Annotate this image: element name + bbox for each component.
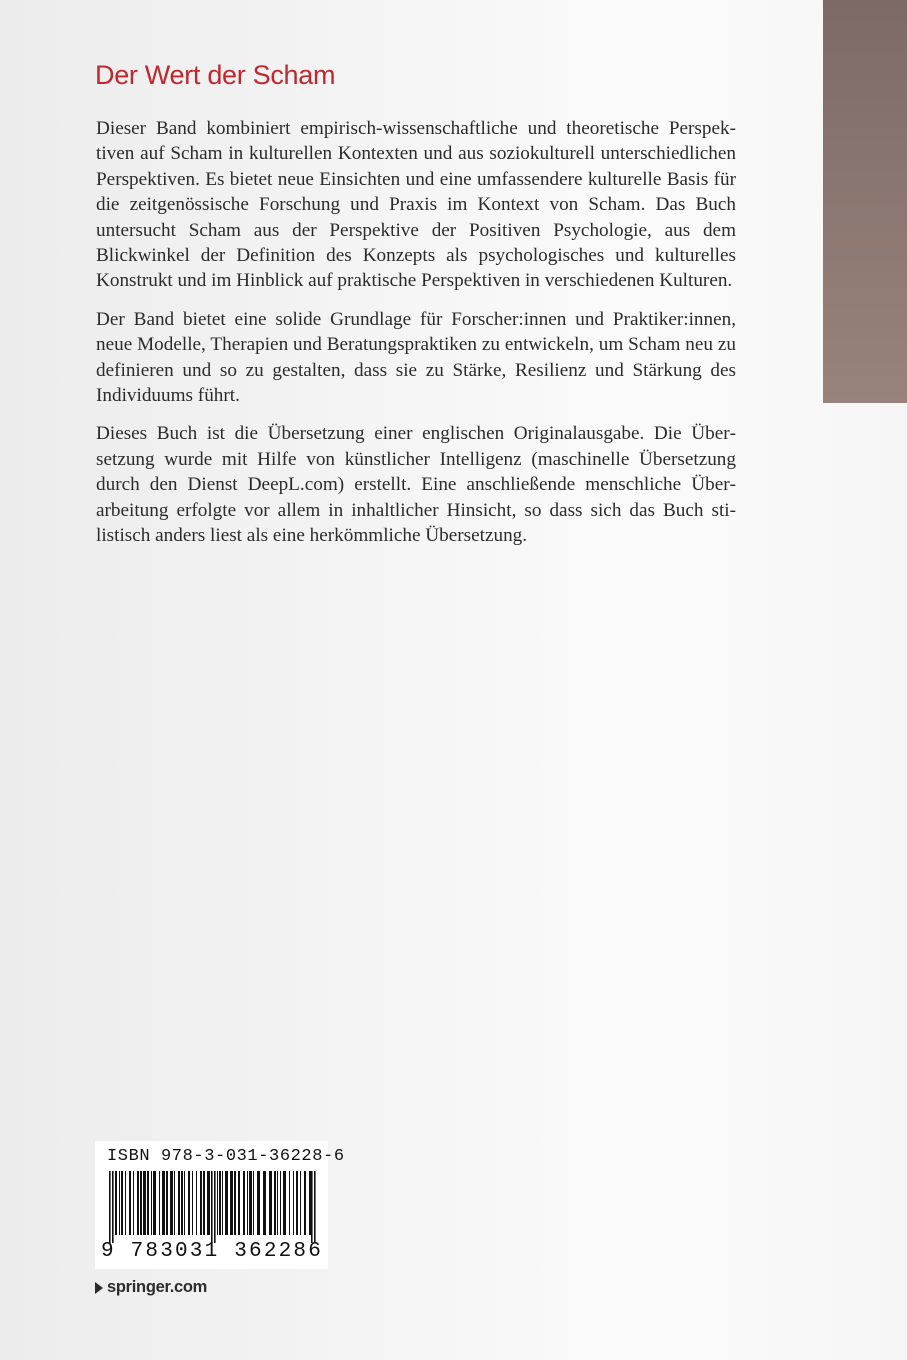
barcode-bar <box>192 1171 193 1235</box>
barcode-bar <box>222 1171 223 1235</box>
barcode-bar <box>119 1171 120 1235</box>
barcode-bar <box>243 1171 245 1235</box>
barcode-bar <box>247 1171 248 1235</box>
barcode-bar <box>257 1171 260 1235</box>
isbn-barcode-box <box>95 1141 345 1269</box>
barcode-bar <box>296 1171 298 1235</box>
barcode-bar <box>225 1171 228 1235</box>
barcode-bar <box>170 1171 173 1235</box>
barcode-bar <box>147 1171 149 1235</box>
book-title: Der Wert der Scham <box>95 60 336 90</box>
blurb <box>96 116 736 562</box>
barcode-bar <box>166 1171 168 1235</box>
barcode-bar <box>153 1171 156 1235</box>
play-arrow-icon <box>95 1282 103 1294</box>
barcode-guard-bar <box>214 1171 216 1243</box>
barcode-guard-bar <box>109 1171 111 1243</box>
barcode-bar <box>219 1171 221 1235</box>
barcode-bar <box>129 1171 131 1235</box>
blurb-paragraph-2: Der Band bietet eine solide Grundlage für Forscher:innen und Praktiker:innen, neue Modelle, Therapien und Beratungspraktiken zu entwickeln, um Scham neu zu definieren und so zu gestalten, dass sie zu Stärke, Resilienz und Stärkung des Individuums führt. <box>96 308 736 407</box>
barcode-bar <box>277 1171 278 1235</box>
barcode-bar <box>238 1171 240 1235</box>
barcode-bar <box>174 1171 175 1235</box>
barcode-guard-bar <box>211 1171 213 1243</box>
barcode-bar <box>143 1171 146 1235</box>
barcode-bar <box>115 1171 117 1235</box>
barcode-bar <box>300 1171 301 1235</box>
barcode-guard-bar <box>112 1171 114 1243</box>
barcode-bar <box>151 1171 152 1235</box>
barcode-bar <box>230 1171 233 1235</box>
barcode-bar <box>121 1171 123 1235</box>
barcode-bar <box>289 1171 290 1235</box>
barcode-bar <box>162 1171 165 1235</box>
barcode-bar <box>253 1171 254 1235</box>
barcode-bar <box>234 1171 236 1235</box>
barcode-bar <box>249 1171 252 1235</box>
barcode-bar <box>181 1171 183 1235</box>
barcode-bar <box>200 1171 202 1235</box>
barcode-bar <box>280 1171 281 1235</box>
barcode-bar <box>159 1171 160 1235</box>
barcode-graphic <box>109 1171 317 1243</box>
spine-color-bar <box>823 0 907 403</box>
barcode-bar <box>207 1171 210 1235</box>
barcode-bar <box>304 1171 306 1235</box>
barcode-bar <box>184 1171 185 1235</box>
barcode-bar <box>274 1171 276 1235</box>
blurb-paragraph-3: Dieses Buch ist die Übersetzung einer englischen Originalausgabe. Die Übersetzung wurde mit Hilfe von künstlicher Intelligenz (maschinelle Übersetzung durch den Dienst DeepL.com) erstellt. Eine anschließende menschliche Überarbeitung erfolgte vor allem in inhaltlicher Hinsicht, so dass sich das Buch stilistisch anders liest als eine herkömmliche Übersetzung. <box>96 423 736 547</box>
barcode-bar <box>217 1171 218 1235</box>
barcode-bar <box>196 1171 197 1235</box>
barcode-bar <box>188 1171 190 1235</box>
barcode-guard-bar <box>311 1171 313 1243</box>
blurb-paragraph-1: Dieser Band kombiniert empirisch-wissenschaftliche und theoretische Perspektiven auf Scham in kulturellen Kontexten und aus soziokulturell unterschiedlichen Perspektiven. Es bietet neue Einsichten und eine umfassendere kulturelle Basis für die zeitgenössische Forschung und Praxis im Kontext von Scham. Das Buch untersucht Scham aus der Perspektive der Positiven Psychologie, aus dem Blickwinkel der Definition des Konzepts als psychologisches und kulturelles Konstrukt und im Hinblick auf praktische Perspektiven in verschiedenen Kulturen. <box>96 118 736 292</box>
barcode-bar <box>125 1171 126 1235</box>
barcode-bar <box>140 1171 142 1235</box>
barcode-bar <box>293 1171 294 1235</box>
barcode-bar <box>283 1171 286 1235</box>
barcode-bar <box>178 1171 180 1235</box>
publisher-url: springer.com <box>107 1278 208 1296</box>
barcode-bar <box>269 1171 272 1235</box>
barcode-digits: 9 783031 362286 <box>101 1240 324 1263</box>
barcode-bar <box>137 1171 139 1235</box>
barcode-guard-bar <box>314 1171 316 1243</box>
barcode-bar <box>263 1171 266 1235</box>
barcode-bar <box>309 1171 311 1235</box>
barcode-bar <box>203 1171 205 1235</box>
barcode-bar <box>133 1171 134 1235</box>
isbn-label: ISBN 978-3-031-36228-6 <box>107 1147 345 1166</box>
publisher-link[interactable] <box>95 1278 207 1297</box>
